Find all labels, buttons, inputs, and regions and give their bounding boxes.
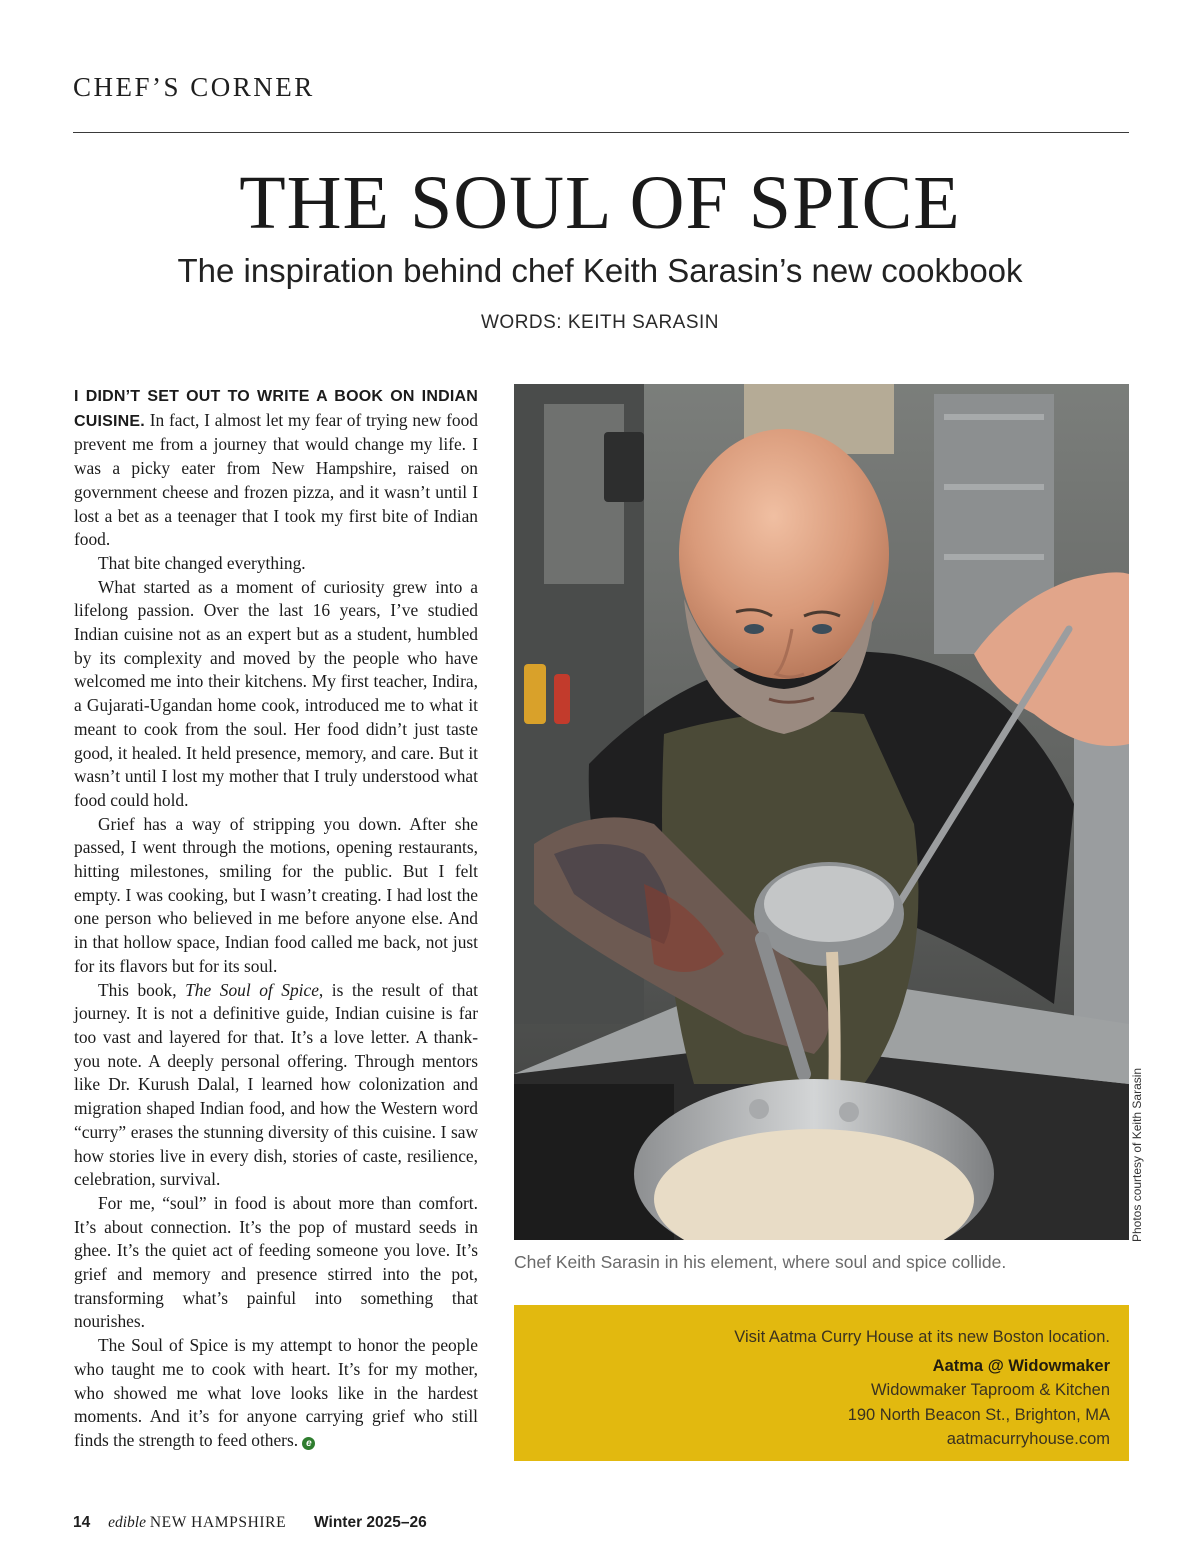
page-number: 14 (73, 1514, 91, 1531)
brand-region: NEW HAMPSHIRE (149, 1514, 287, 1531)
paragraph-5-pre: This book, (98, 979, 186, 1000)
paragraph-7-text: The Soul of Spice is my attempt to honor the people who taught me to cook with heart. It’s for my mother, who showed me what love looks like in the hardest moments. And it’s for anyone carrying grief who still finds the strength to feed others. (74, 1335, 478, 1450)
paragraph-1 (74, 384, 478, 552)
paragraph-2: That bite changed everything. (98, 552, 306, 573)
chef-photo (514, 384, 1129, 1240)
header-divider (73, 132, 1129, 133)
paragraph-3: What started as a moment of curiosity grew into a lifelong passion. Over the last 16 years, I’ve studied Indian cuisine not as an expert but as a student, humbled by its complexity and moved by the people who have welcomed me into their kitchens. My first teacher, Indira, a Gujarati-Ugandan home cook, introduced me to what it meant to cook from the soul. Her food didn’t just taste good, it healed. It held presence, memory, and care. But it wasn’t until I lost my mother that I truly understood what food could hold. (74, 576, 478, 810)
chef-photo-illustration (514, 384, 1129, 1240)
photo-caption: Chef Keith Sarasin in his element, where soul and spice collide. (514, 1252, 1007, 1272)
paragraph-4: Grief has a way of stripping you down. After she passed, I went through the motions, opening restaurants, hitting milestones, smiling for the public. But I felt empty. I was cooking, but I wasn’t creating. I had lost the one person who believed in me before anyone else. And in that hollow space, Indian food called me back, not just for its flavors but for its soul. (74, 813, 478, 976)
article-body (74, 384, 478, 1453)
paragraph-5-post: , is the result of that journey. It is not a definitive guide, Indian cuisine is far too vast and layered for that. It’s a love letter. A thank-you note. A deeply personal offering. Through mentors like Dr. Kurush Dalal, I learned how colonization and migration shaped Indian food, and how the Western word “curry” erases the stunning diversity of this cuisine. I saw how stories live in every dish, stories of caste, resilience, celebration, survival. (74, 979, 478, 1190)
promo-venue: Widowmaker Taproom & Kitchen (870, 1381, 1110, 1399)
article-byline: WORDS: KEITH SARASIN (480, 312, 720, 333)
end-mark-icon: e (302, 1437, 315, 1450)
promo-website[interactable]: aatmacurryhouse.com (946, 1430, 1110, 1448)
article-title: THE SOUL OF SPICE (239, 161, 961, 245)
page-footer (73, 1514, 427, 1532)
photo-credit: Photos courtesy of Keith Sarasin (1130, 1067, 1144, 1242)
section-label: CHEF’S CORNER (73, 72, 315, 102)
promo-restaurant-name: Aatma @ Widowmaker (932, 1356, 1110, 1375)
brand-edible: edible (108, 1514, 146, 1531)
promo-box (514, 1305, 1129, 1461)
paragraph-6: For me, “soul” in food is about more than comfort. It’s about connection. It’s the pop of mustard seeds in ghee. It’s the quiet act of feeding someone you love. It’s grief and memory and presence stirred into the pot, transforming what’s painful into something that nourishes. (74, 1192, 478, 1332)
issue-date: Winter 2025–26 (314, 1514, 427, 1531)
lead-in: I DIDN’T SET OUT TO WRITE A BOOK ON INDIAN CUISINE. (74, 388, 478, 430)
article-subtitle: The inspiration behind chef Keith Sarasin’s new cookbook (177, 252, 1023, 289)
promo-address: 190 North Beacon St., Brighton, MA (847, 1405, 1110, 1424)
paragraph-5 (74, 979, 478, 1192)
paragraph-7 (74, 1334, 478, 1453)
book-title: The Soul of Spice (185, 979, 319, 1000)
promo-intro: Visit Aatma Curry House at its new Boston location. (734, 1328, 1110, 1346)
paragraph-1-text: In fact, I almost let my fear of trying new food prevent me from a journey that would change my life. I was a picky eater from New Hampshire, raised on government cheese and frozen pizza, and it wasn’t until I lost a bet as a teenager that I took my first bite of Indian food. (74, 409, 478, 550)
